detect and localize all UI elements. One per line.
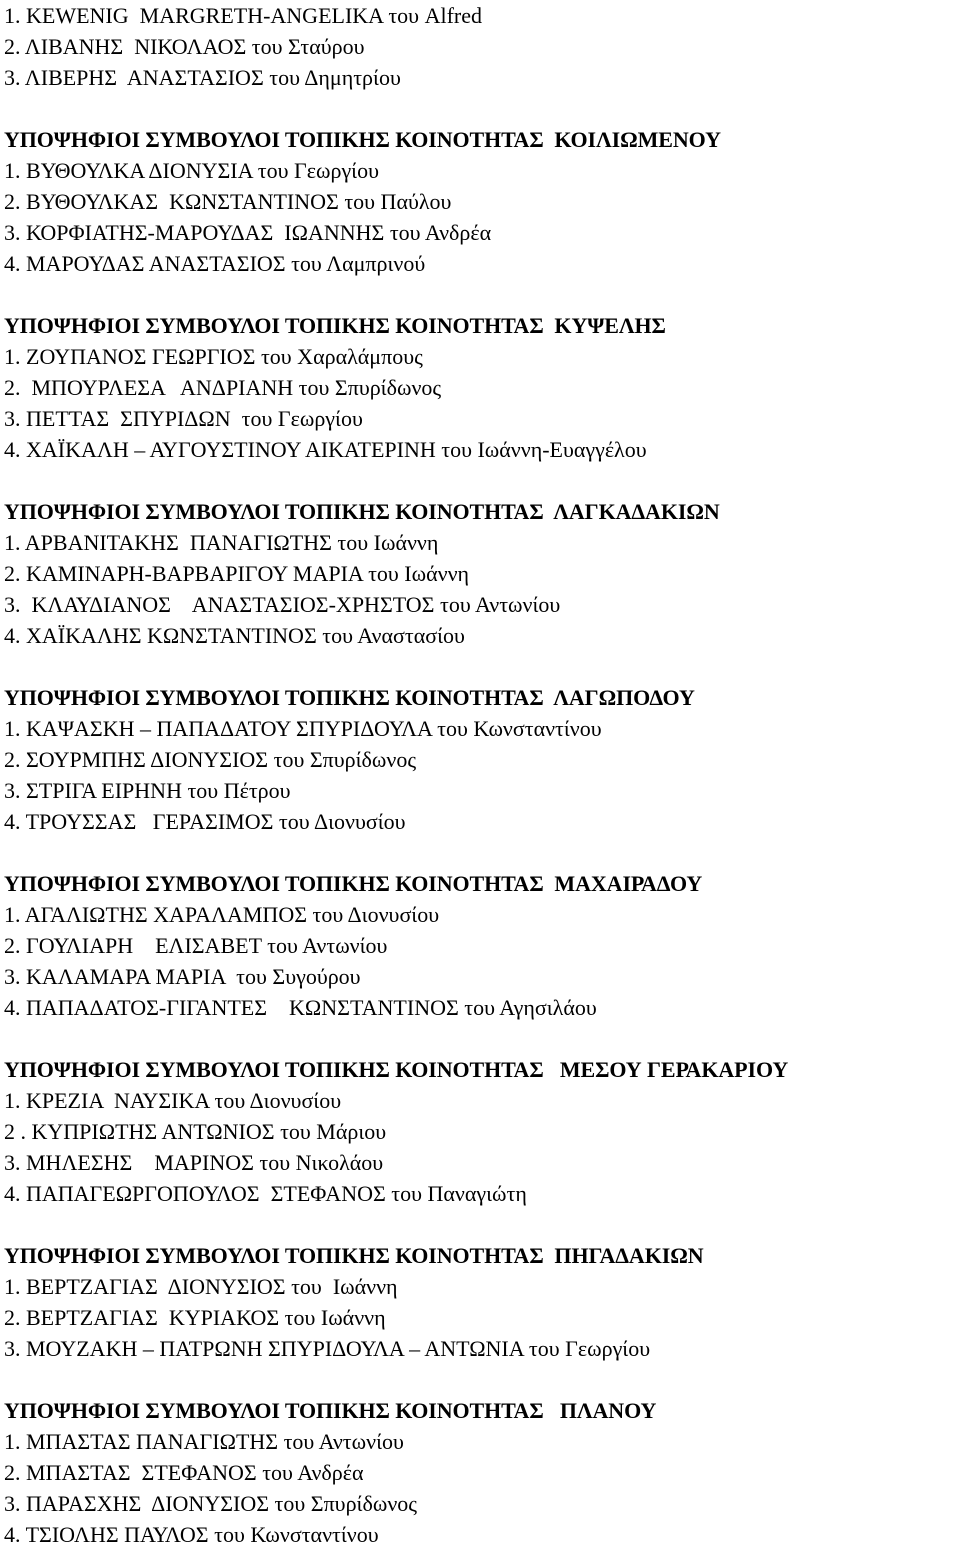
section-planou <box>4 1395 960 1550</box>
section-heading: ΥΠΟΨΗΦΙΟΙ ΣΥΜΒΟΥΛΟΙ ΤΟΠΙΚΗΣ ΚΟΙΝΟΤΗΤΑΣ ΠΗΓΑΔΑΚΙΩΝ <box>4 1243 704 1268</box>
list-item: 2. ΒΕΡΤΖΑΓΙΑΣ ΚΥΡΙΑΚΟΣ του Ιωάννη <box>4 1305 386 1330</box>
list-item: 4. ΧΑΪΚΑΛΗ – ΑΥΓΟΥΣΤΙΝΟΥ ΑΙΚΑΤΕΡΙΝΗ του Ιωάννη-Ευαγγέλου <box>4 437 647 462</box>
list-item: 4. ΜΑΡΟΥΔΑΣ ΑΝΑΣΤΑΣΙΟΣ του Λαμπρινού <box>4 251 426 276</box>
list-item: 1. ΒΕΡΤΖΑΓΙΑΣ ΔΙΟΝΥΣΙΟΣ του Ιωάννη <box>4 1274 398 1299</box>
section-gap <box>4 1023 960 1054</box>
section-heading: ΥΠΟΨΗΦΙΟΙ ΣΥΜΒΟΥΛΟΙ ΤΟΠΙΚΗΣ ΚΟΙΝΟΤΗΤΑΣ ΠΛΑΝΟΥ <box>4 1398 657 1423</box>
list-item: 4. ΤΡΟΥΣΣΑΣ ΓΕΡΑΣΙΜΟΣ του Διονυσίου <box>4 809 406 834</box>
section-heading: ΥΠΟΨΗΦΙΟΙ ΣΥΜΒΟΥΛΟΙ ΤΟΠΙΚΗΣ ΚΟΙΝΟΤΗΤΑΣ ΚΥΨΕΛΗΣ <box>4 313 666 338</box>
list-item: 3. ΚΟΡΦΙΑΤΗΣ-ΜΑΡΟΥΔΑΣ ΙΩΑΝΝΗΣ του Ανδρέα <box>4 220 492 245</box>
list-item: 4. ΤΣΙΟΛΗΣ ΠΑΥΛΟΣ του Κωνσταντίνου <box>4 1522 379 1547</box>
list-item: 4. ΠΑΠΑΓΕΩΡΓΟΠΟΥΛΟΣ ΣΤΕΦΑΝΟΣ του Παναγιώτη <box>4 1181 527 1206</box>
list-item: 2 . ΚΥΠΡΙΩΤΗΣ ΑΝΤΩΝΙΟΣ του Μάριου <box>4 1119 387 1144</box>
list-item: 3. ΜΟΥΖΑΚΗ – ΠΑΤΡΩΝΗ ΣΠΥΡΙΔΟΥΛΑ – ΑΝΤΩΝΙΑ του Γεωργίου <box>4 1336 651 1361</box>
list-item: 3. ΚΛΑΥΔΙΑΝΟΣ ΑΝΑΣΤΑΣΙΟΣ-ΧΡΗΣΤΟΣ του Αντωνίου <box>4 592 561 617</box>
list-item: 3. ΠΑΡΑΣΧΗΣ ΔΙΟΝΥΣΙΟΣ του Σπυρίδωνος <box>4 1491 417 1516</box>
section-koiliomenou <box>4 124 960 279</box>
section-heading: ΥΠΟΨΗΦΙΟΙ ΣΥΜΒΟΥΛΟΙ ΤΟΠΙΚΗΣ ΚΟΙΝΟΤΗΤΑΣ ΜΕΣΟΥ ΓΕΡΑΚΑΡΙΟΥ <box>4 1057 789 1082</box>
list-item: 1. ΚΑΨΑΣΚΗ – ΠΑΠΑΔΑΤΟΥ ΣΠΥΡΙΔΟΥΛΑ του Κωνσταντίνου <box>4 716 602 741</box>
section-lagkadakion <box>4 496 960 651</box>
section-machairadou <box>4 868 960 1023</box>
list-item: 2. ΚΑΜΙΝΑΡΗ-ΒΑΡΒΑΡΙΓΟΥ ΜΑΡΙΑ του Ιωάννη <box>4 561 470 586</box>
list-item: 1. ΑΡΒΑΝΙΤΑΚΗΣ ΠΑΝΑΓΙΩΤΗΣ του Ιωάννη <box>4 530 439 555</box>
list-item: 1. ΜΠΑΣΤΑΣ ΠΑΝΑΓΙΩΤΗΣ του Αντωνίου <box>4 1429 404 1454</box>
section-gap <box>4 1209 960 1240</box>
list-item: 2. ΓΟΥΛΙΑΡΗ ΕΛΙΣΑΒΕΤ του Αντωνίου <box>4 933 388 958</box>
section-gap <box>4 837 960 868</box>
list-item: 3. ΛΙΒΕΡΗΣ ΑΝΑΣΤΑΣΙΟΣ του Δημητρίου <box>4 65 401 90</box>
list-item: 3. ΜΗΛΕΣΗΣ ΜΑΡΙΝΟΣ του Νικολάου <box>4 1150 384 1175</box>
list-item: 1. KEWENIG MARGRETH-ANGELIKA του Alfred <box>4 3 482 28</box>
section-heading: ΥΠΟΨΗΦΙΟΙ ΣΥΜΒΟΥΛΟΙ ΤΟΠΙΚΗΣ ΚΟΙΝΟΤΗΤΑΣ ΜΑΧΑΙΡΑΔΟΥ <box>4 871 703 896</box>
section-gap <box>4 651 960 682</box>
section-kypselis <box>4 310 960 465</box>
candidate-list-document <box>4 0 960 1550</box>
list-item: 2. ΒΥΘΟΥΛΚΑΣ ΚΩΝΣΤΑΝΤΙΝΟΣ του Παύλου <box>4 189 452 214</box>
list-item: 2. ΜΠΑΣΤΑΣ ΣΤΕΦΑΝΟΣ του Ανδρέα <box>4 1460 364 1485</box>
list-item: 2. ΜΠΟΥΡΛΕΣΑ ΑΝΔΡΙΑΝΗ του Σπυρίδωνος <box>4 375 442 400</box>
list-item: 3. ΣΤΡΙΓΑ ΕΙΡΗΝΗ του Πέτρου <box>4 778 291 803</box>
section-pigadakion <box>4 1240 960 1364</box>
list-item: 2. ΛΙΒΑΝΗΣ ΝΙΚΟΛΑΟΣ του Σταύρου <box>4 34 365 59</box>
list-item: 1. ΖΟΥΠΑΝΟΣ ΓΕΩΡΓΙΟΣ του Χαραλάμπους <box>4 344 423 369</box>
list-item: 4. ΠΑΠΑΔΑΤΟΣ-ΓΙΓΑΝΤΕΣ ΚΩΝΣΤΑΝΤΙΝΟΣ του Αγησιλάου <box>4 995 597 1020</box>
section-gap <box>4 1364 960 1395</box>
list-item: 4. ΧΑΪΚΑΛΗΣ ΚΩΝΣΤΑΝΤΙΝΟΣ του Αναστασίου <box>4 623 465 648</box>
list-item: 1. ΒΥΘΟΥΛΚΑ ΔΙΟΝΥΣΙΑ του Γεωργίου <box>4 158 379 183</box>
list-item: 1. ΚΡΕΖΙΑ ΝΑΥΣΙΚΑ του Διονυσίου <box>4 1088 342 1113</box>
list-item: 3. ΠΕΤΤΑΣ ΣΠΥΡΙΔΩΝ του Γεωργίου <box>4 406 363 431</box>
section-heading: ΥΠΟΨΗΦΙΟΙ ΣΥΜΒΟΥΛΟΙ ΤΟΠΙΚΗΣ ΚΟΙΝΟΤΗΤΑΣ ΛΑΓΩΠΟΔΟΥ <box>4 685 695 710</box>
section-heading: ΥΠΟΨΗΦΙΟΙ ΣΥΜΒΟΥΛΟΙ ΤΟΠΙΚΗΣ ΚΟΙΝΟΤΗΤΑΣ ΚΟΙΛΙΩΜΕΝΟΥ <box>4 127 721 152</box>
section-mesou-gerakariou <box>4 1054 960 1209</box>
list-item: 2. ΣΟΥΡΜΠΗΣ ΔΙΟΝΥΣΙΟΣ του Σπυρίδωνος <box>4 747 417 772</box>
section-gap <box>4 93 960 124</box>
section-heading: ΥΠΟΨΗΦΙΟΙ ΣΥΜΒΟΥΛΟΙ ΤΟΠΙΚΗΣ ΚΟΙΝΟΤΗΤΑΣ ΛΑΓΚΑΔΑΚΙΩΝ <box>4 499 720 524</box>
list-item: 1. ΑΓΑΛΙΩΤΗΣ ΧΑΡΑΛΑΜΠΟΣ του Διονυσίου <box>4 902 440 927</box>
section-gap <box>4 279 960 310</box>
intro-candidate-list <box>4 0 960 93</box>
section-lagopodou <box>4 682 960 837</box>
list-item: 3. ΚΑΛΑΜΑΡΑ ΜΑΡΙΑ του Συγούρου <box>4 964 361 989</box>
section-gap <box>4 465 960 496</box>
